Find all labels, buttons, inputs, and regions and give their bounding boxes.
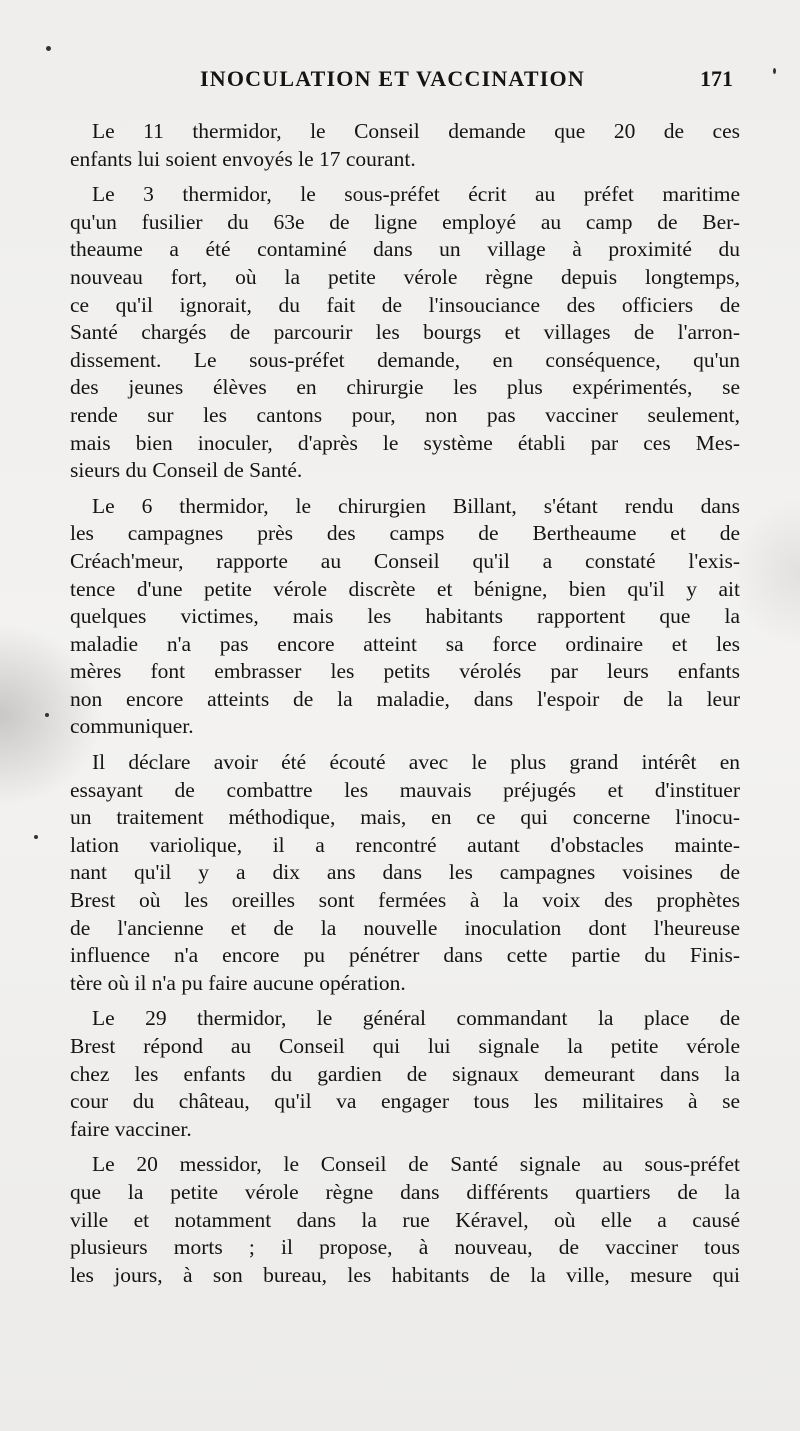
running-title: INOCULATION ET VACCINATION — [200, 66, 585, 91]
text-line: faire vacciner. — [70, 1116, 192, 1141]
text-line: Le 3 thermidor, le sous-préfet écrit au préfet maritime — [92, 182, 740, 207]
text-line: chez les enfants du gardien de signaux demeurant dans la — [70, 1061, 740, 1086]
text-line: qu'un fusilier du 63e de ligne employé au camp de Ber- — [70, 209, 740, 234]
text-line: essayant de combattre les mauvais préjugés et d'instituer — [70, 777, 740, 802]
text-line: Le 29 thermidor, le général commandant la place de — [92, 1006, 740, 1031]
text-line: sieurs du Conseil de Santé. — [70, 458, 303, 483]
body-text — [70, 118, 740, 1297]
text-line: Le 6 thermidor, le chirurgien Billant, s'étant rendu dans — [92, 493, 740, 518]
paragraph — [70, 181, 740, 485]
text-line: cour du château, qu'il va engager tous les militaires à se — [70, 1089, 740, 1114]
text-line: theaume a été contaminé dans un village à proximité du — [70, 237, 740, 262]
text-line: Santé chargés de parcourir les bourgs et villages de l'arron- — [70, 320, 740, 345]
text-line: Il déclare avoir été écouté avec le plus grand intérêt en — [92, 750, 740, 775]
text-line: quelques victimes, mais les habitants rapportent que la — [70, 604, 740, 629]
text-line: nouveau fort, où la petite vérole règne depuis longtemps, — [70, 264, 740, 289]
print-speck — [34, 835, 38, 839]
text-line: un traitement méthodique, mais, en ce qui concerne l'inocu- — [70, 805, 740, 830]
text-line: maladie n'a pas encore atteint sa force ordinaire et les — [70, 631, 740, 656]
page-header — [0, 66, 800, 96]
text-line: les campagnes près des camps de Bertheaume et de — [70, 521, 740, 546]
paragraph — [70, 1005, 740, 1143]
text-line: ce qu'il ignorait, du fait de l'insouciance des officiers de — [70, 292, 740, 317]
text-line: Le 11 thermidor, le Conseil demande que 20 de ces — [92, 119, 740, 143]
text-line: mais bien inoculer, d'après le système établi par ces Mes- — [70, 430, 740, 455]
text-line: des jeunes élèves en chirurgie les plus expérimentés, se — [70, 375, 740, 400]
paragraph — [70, 1151, 740, 1289]
text-line: Brest où les oreilles sont fermées à la voix des prophètes — [70, 888, 740, 913]
text-line: non encore atteints de la maladie, dans l'espoir de la leur — [70, 686, 740, 711]
text-line: ville et notamment dans la rue Kéravel, où elle a causé — [70, 1207, 740, 1232]
text-line: tère où il n'a pu faire aucune opération. — [70, 970, 406, 995]
text-line: tence d'une petite vérole discrète et bénigne, bien qu'il y ait — [70, 576, 740, 601]
text-line: les jours, à son bureau, les habitants de la ville, mesure qui — [70, 1262, 740, 1287]
text-line: nant qu'il y a dix ans dans les campagnes voisines de — [70, 860, 740, 885]
text-line: plusieurs morts ; il propose, à nouveau, de vacciner tous — [70, 1235, 740, 1260]
paragraph — [70, 749, 740, 997]
text-line: Créach'meur, rapporte au Conseil qu'il a constaté l'exis- — [70, 548, 740, 573]
text-line: lation variolique, il a rencontré autant d'obstacles mainte- — [70, 832, 740, 857]
page-number: 171 — [700, 66, 733, 91]
paragraph — [70, 118, 740, 173]
text-line: Le 20 messidor, le Conseil de Santé signale au sous-préfet — [92, 1152, 740, 1177]
text-line: Brest répond au Conseil qui lui signale la petite vérole — [70, 1034, 740, 1058]
print-speck — [46, 46, 51, 51]
paragraph — [70, 493, 740, 741]
text-line: influence n'a encore pu pénétrer dans cette partie du Finis- — [70, 943, 740, 968]
text-line: de l'ancienne et de la nouvelle inoculation dont l'heureuse — [70, 915, 740, 940]
text-line: que la petite vérole règne dans différents quartiers de la — [70, 1179, 740, 1204]
print-speck — [773, 68, 776, 74]
text-line: communiquer. — [70, 714, 194, 739]
text-line: enfants lui soient envoyés le 17 courant. — [70, 146, 416, 171]
text-line: mères font embrasser les petits vérolés par leurs enfants — [70, 659, 740, 684]
text-line: rende sur les cantons pour, non pas vacciner seulement, — [70, 402, 740, 427]
text-line: dissement. Le sous-préfet demande, en conséquence, qu'un — [70, 347, 740, 372]
print-speck — [45, 713, 49, 717]
